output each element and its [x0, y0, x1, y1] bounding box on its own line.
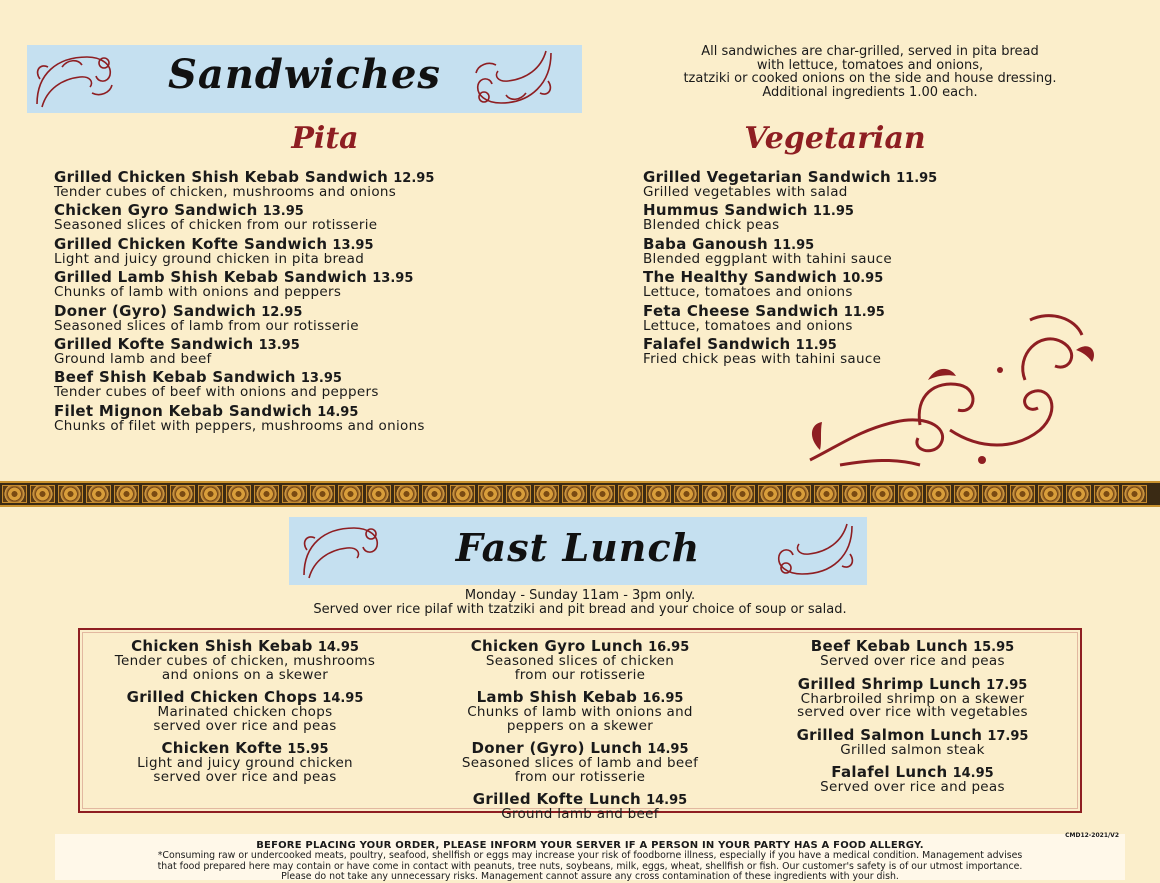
item-price: 11.95: [896, 171, 938, 186]
item-price: 14.95: [317, 404, 359, 420]
item-price: 12.95: [393, 171, 435, 186]
fast-lunch-col-2: [415, 636, 745, 827]
item-desc: Light and juicy ground chicken: [137, 755, 353, 771]
menu-item: [750, 725, 1075, 758]
border-tile-icon: [422, 485, 447, 503]
item-price: 11.95: [843, 304, 885, 320]
item-desc: Ground lamb and beef: [501, 806, 659, 822]
border-tile-icon: [926, 485, 951, 503]
item-name: Beef Shish Kebab Sandwich: [54, 368, 296, 387]
intro-line: Served over rice pilaf with tzatziki and pit bread and your choice of soup or salad.: [313, 601, 847, 617]
menu-item: [750, 762, 1075, 795]
menu-item: [54, 234, 574, 267]
fast-lunch-col-1: [80, 636, 410, 789]
sandwiches-title: Sandwiches: [168, 51, 441, 98]
intro-line: Monday - Sunday 11am - 3pm only.: [464, 588, 696, 603]
menu-item: [643, 167, 1083, 200]
item-price: 17.95: [986, 677, 1028, 693]
intro-line: Additional ingredients 1.00 each.: [762, 84, 978, 100]
border-tile-icon: [506, 485, 531, 503]
menu-item: [54, 267, 574, 300]
item-price: 15.95: [287, 742, 329, 757]
item-desc: Fried chick peas with tahini sauce: [643, 350, 882, 367]
border-tile-icon: [1038, 485, 1063, 503]
border-tile-icon: [226, 485, 251, 503]
border-tile-icon: [282, 485, 307, 503]
item-desc: and onions on a skewer: [161, 666, 329, 683]
item-desc: served over rice with vegetables: [797, 704, 1028, 720]
swirl-ornament-icon: [456, 47, 556, 111]
border-tile-icon: [814, 485, 839, 503]
item-desc: from our rotisserie: [514, 768, 646, 785]
border-tile-icon: [702, 485, 727, 503]
footer-line: *Consuming raw or undercooked meats, poultry, seafood, shellfish or eggs may increase your risk of foodborne illness, especially if you have a medical condition. Management advises: [157, 850, 1023, 861]
border-tile-icon: [2, 485, 27, 503]
vegetarian-heading: Vegetarian: [744, 121, 926, 156]
item-price: 15.95: [973, 640, 1015, 655]
menu-item: [54, 301, 574, 334]
item-price: 14.95: [317, 640, 359, 655]
item-name: Grilled Chicken Chops: [126, 688, 318, 706]
item-price: 16.95: [648, 640, 690, 655]
item-desc: Served over rice and peas: [820, 779, 1005, 795]
item-desc: Lettuce, tomatoes and onions: [643, 317, 853, 334]
item-price: 13.95: [258, 337, 300, 353]
border-tile-icon: [254, 485, 279, 503]
item-name: Feta Cheese Sandwich: [643, 301, 839, 320]
item-name: Grilled Kofte Sandwich: [54, 334, 254, 353]
border-tile-icon: [954, 485, 979, 503]
border-tile-icon: [310, 485, 335, 503]
fast-lunch-intro: [180, 589, 980, 616]
border-tile-icon: [1066, 485, 1091, 503]
border-tile-icon: [842, 485, 867, 503]
item-name: Grilled Chicken Kofte Sandwich: [54, 234, 328, 253]
menu-item: [750, 674, 1075, 720]
item-desc: Ground lamb and beef: [54, 350, 212, 367]
fast-lunch-box: [78, 628, 1082, 822]
item-desc: Tender cubes of chicken, mushrooms: [114, 653, 376, 669]
menu-item: [54, 401, 574, 434]
item-desc: Lettuce, tomatoes and onions: [643, 284, 853, 301]
item-price: 12.95: [261, 304, 303, 320]
menu-item: [54, 334, 574, 367]
item-desc: Light and juicy ground chicken in pita bread: [54, 250, 365, 267]
sandwiches-banner: [27, 45, 582, 113]
item-name: Doner (Gyro) Sandwich: [54, 301, 257, 320]
border-tile-icon: [142, 485, 167, 503]
item-price: 13.95: [300, 371, 342, 387]
border-tile-icon: [982, 485, 1007, 503]
menu-item: [54, 200, 574, 233]
item-name: Grilled Salmon Lunch: [796, 725, 983, 744]
intro-line: All sandwiches are char-grilled, served in pita bread: [701, 44, 1039, 59]
footer-line: that food prepared here may contain or have come in contact with peanuts, tree nuts, soybeans, milk, eggs, wheat, shellfish or fish. Our customer's safety is of our utmost importance.: [157, 860, 1023, 872]
menu-item: [750, 636, 1075, 669]
item-desc: Chunks of filet with peppers, mushrooms and onions: [54, 417, 425, 434]
fast-lunch-col-3: [750, 636, 1075, 800]
menu-item: [80, 636, 410, 682]
border-tile-icon: [170, 485, 195, 503]
menu-item: [415, 636, 745, 682]
item-name: Lamb Shish Kebab: [476, 688, 638, 706]
border-tile-icon: [30, 485, 55, 503]
item-desc: Seasoned slices of lamb and beef: [461, 755, 699, 771]
border-tile-icon: [898, 485, 923, 503]
item-price: 14.95: [952, 766, 994, 781]
border-tile-icon: [86, 485, 111, 503]
item-desc: Seasoned slices of lamb from our rotisserie: [54, 317, 359, 334]
item-price: 11.95: [812, 204, 854, 220]
menu-item: [54, 167, 574, 200]
menu-item: [643, 234, 1083, 267]
item-desc: Seasoned slices of chicken from our rotisserie: [54, 217, 378, 234]
item-price: 16.95: [642, 691, 684, 706]
item-desc: from our rotisserie: [514, 666, 646, 683]
item-name: Chicken Kofte: [161, 739, 283, 757]
item-desc: peppers on a skewer: [506, 717, 654, 734]
fast-lunch-title: Fast Lunch: [455, 525, 701, 570]
border-tile-icon: [786, 485, 811, 503]
item-price: 14.95: [646, 793, 688, 808]
border-tile-icon: [674, 485, 699, 503]
border-tile-icon: [618, 485, 643, 503]
menu-item: [415, 687, 745, 733]
item-name: Grilled Shrimp Lunch: [797, 674, 982, 693]
item-desc: Blended eggplant with tahini sauce: [643, 250, 892, 267]
item-name: Grilled Chicken Shish Kebab Sandwich: [54, 168, 389, 186]
border-tile-icon: [730, 485, 755, 503]
item-name: Falafel Sandwich: [643, 334, 791, 353]
border-tile-icon: [450, 485, 475, 503]
item-price: 13.95: [372, 271, 414, 287]
border-tile-icon: [58, 485, 83, 503]
menu-code: CMD12-2021/V2: [1065, 832, 1119, 839]
item-desc: Grilled salmon steak: [840, 741, 985, 758]
menu-item: [80, 687, 410, 733]
item-desc: served over rice and peas: [153, 768, 337, 785]
menu-item: [643, 200, 1083, 233]
border-tile-icon: [590, 485, 615, 503]
item-desc: Marinated chicken chops: [157, 704, 333, 720]
border-tile-icon: [198, 485, 223, 503]
decorative-border: [0, 481, 1160, 507]
item-name: Chicken Shish Kebab: [131, 637, 313, 655]
menu-item: [80, 738, 410, 784]
item-price: 13.95: [332, 237, 374, 253]
swirl-ornament-icon: [800, 310, 1100, 475]
item-desc: Grilled vegetables with salad: [643, 184, 848, 200]
allergy-notice: BEFORE PLACING YOUR ORDER, PLEASE INFORM YOUR SERVER IF A PERSON IN YOUR PARTY HAS A FOOD ALLERGY.: [256, 840, 924, 851]
item-name: Grilled Kofte Lunch: [472, 790, 641, 808]
item-name: Chicken Gyro Lunch: [470, 637, 644, 655]
border-tile-icon: [338, 485, 363, 503]
item-name: Baba Ganoush: [643, 234, 768, 253]
item-price: 17.95: [987, 728, 1029, 744]
item-name: Filet Mignon Kebab Sandwich: [54, 401, 313, 420]
item-name: Grilled Lamb Shish Kebab Sandwich: [54, 268, 368, 287]
intro-line: with lettuce, tomatoes and onions,: [756, 57, 984, 73]
item-desc: Charbroiled shrimp on a skewer: [800, 690, 1025, 707]
item-name: The Healthy Sandwich: [643, 268, 838, 287]
item-desc: Seasoned slices of chicken: [485, 653, 675, 669]
item-desc: Served over rice and peas: [820, 653, 1005, 669]
item-price: 14.95: [322, 691, 364, 706]
allergy-footer: [55, 834, 1125, 880]
item-desc: Tender cubes of beef with onions and peppers: [54, 384, 379, 401]
item-price: 10.95: [842, 271, 884, 287]
item-name: Grilled Vegetarian Sandwich: [643, 168, 892, 186]
menu-item: [415, 789, 745, 822]
pita-list: [54, 167, 574, 434]
item-price: 11.95: [795, 337, 837, 353]
border-tile-icon: [114, 485, 139, 503]
menu-item: [415, 738, 745, 784]
border-tile-icon: [534, 485, 559, 503]
item-price: 13.95: [262, 204, 304, 220]
item-desc: served over rice and peas: [153, 717, 337, 734]
border-tile-icon: [1122, 485, 1147, 503]
item-desc: Blended chick peas: [643, 217, 780, 234]
footer-line: Please do not take any unnecessary risks. Management cannot assure any cross contamination of these ingredients with your dish.: [281, 871, 899, 882]
border-tile-icon: [1094, 485, 1119, 503]
border-tile-icon: [562, 485, 587, 503]
pita-heading: Pita: [291, 121, 359, 156]
border-tile-icon: [478, 485, 503, 503]
border-tile-icon: [366, 485, 391, 503]
border-tile-icon: [646, 485, 671, 503]
item-name: Falafel Lunch: [831, 763, 948, 781]
border-tile-icon: [394, 485, 419, 503]
fast-lunch-banner: [289, 517, 867, 585]
item-price: 11.95: [773, 237, 815, 253]
menu-item: [54, 367, 574, 400]
border-tile-icon: [1010, 485, 1035, 503]
sandwiches-intro: [600, 45, 1140, 99]
item-price: 14.95: [647, 742, 689, 757]
swirl-ornament-icon: [762, 520, 857, 582]
border-tile-icon: [870, 485, 895, 503]
item-name: Beef Kebab Lunch: [810, 637, 968, 655]
menu-item: [643, 267, 1083, 300]
border-tile-icon: [758, 485, 783, 503]
intro-line: tzatziki or cooked onions on the side and house dressing.: [683, 71, 1057, 86]
item-name: Hummus Sandwich: [643, 201, 808, 220]
item-desc: Chunks of lamb with onions and: [467, 704, 693, 720]
item-desc: Chunks of lamb with onions and peppers: [54, 284, 342, 301]
item-name: Doner (Gyro) Lunch: [471, 739, 643, 757]
item-name: Chicken Gyro Sandwich: [54, 201, 258, 220]
item-desc: Tender cubes of chicken, mushrooms and onions: [54, 184, 397, 200]
